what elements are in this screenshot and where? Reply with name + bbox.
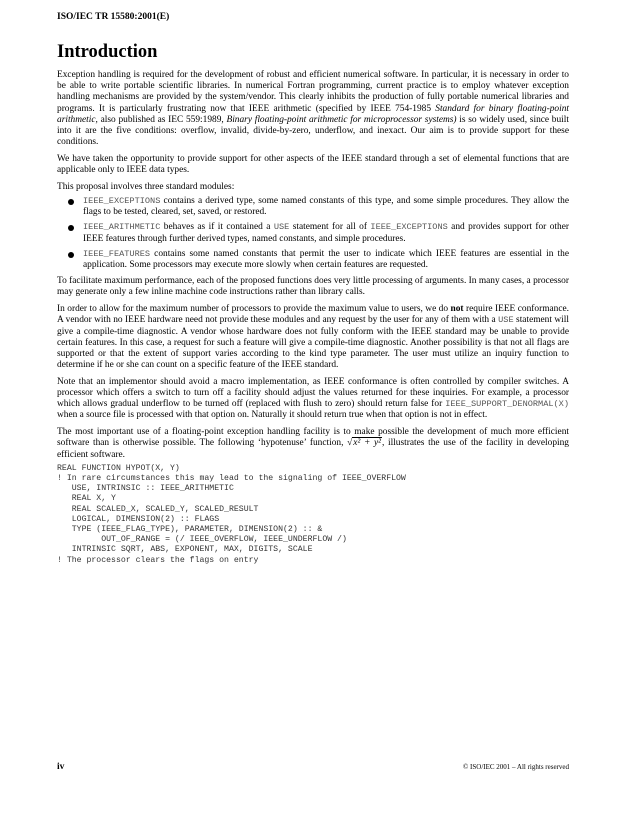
- p7-text-a: The most important use of a floating-point exception handling facility is to make possible the development of much more efficient software than is otherwise possible. The following ‘hypotenuse’ function,: [57, 427, 569, 449]
- code-line: LOGICAL, DIMENSION(2) :: FLAGS: [57, 514, 220, 524]
- p1-text-e: is so widely used, since built into it are the five conditions: overflow, invalid, divide-by-zero, underflow, and inexact. Our aim is to provide support for these conditions.: [57, 114, 569, 148]
- bullet-icon: [68, 252, 74, 258]
- code-line: OUT_OF_RANGE = (/ IEEE_OVERFLOW, IEEE_UNDERFLOW /): [57, 535, 347, 545]
- module-item-ieee-arithmetic: [57, 222, 569, 244]
- section-title: Introduction: [57, 42, 158, 62]
- code-line: TYPE (IEEE_FLAG_TYPE), PARAMETER, DIMENSION(2) :: &: [57, 525, 323, 535]
- p1-iec-title: Binary floating-point arithmetic for microprocessor systems): [226, 114, 457, 125]
- module-item-ieee-exceptions: [57, 196, 569, 218]
- paragraph-exception-handling: [57, 70, 569, 148]
- module-description-a: behaves as if it contained a: [160, 222, 274, 233]
- sqrt-formula: √x² + y²: [347, 438, 381, 449]
- p1-standard-title: Standard for binary floating-point arithmetic,: [57, 103, 569, 125]
- module-name: IEEE_FEATURES: [83, 248, 151, 259]
- p6-text-c: when a source file is processed with that option on. Naturally it should return true when that option is not in effect.: [57, 410, 488, 421]
- paragraph-hypotenuse: [57, 427, 569, 461]
- bullet-icon: [68, 199, 74, 205]
- use-keyword: USE: [498, 315, 514, 326]
- module-description: contains a derived type, some named constants of this type, and some simple procedures. They allow the flags to be tested, cleared, set, saved, or restored.: [83, 196, 569, 218]
- sqrt-radicand: x² + y²: [353, 438, 381, 449]
- paragraph-implementor-note: [57, 377, 569, 422]
- page-number: iv: [57, 762, 65, 772]
- paragraph-performance: To facilitate maximum performance, each of the proposed functions does very little processing of arguments. In many cases, a processor may generate only a few inline machine code instructions rather than library calls.: [57, 276, 569, 298]
- document-id: ISO/IEC TR 15580:2001(E): [57, 12, 170, 22]
- module-reference: IEEE_EXCEPTIONS: [370, 222, 448, 233]
- code-line: ! In rare circumstances this may lead to the signaling of IEEE_OVERFLOW: [57, 474, 406, 483]
- paragraph-conformance: [57, 304, 569, 371]
- p7-text-b: , illustrates the use of the facility in developing efficient software.: [57, 438, 569, 460]
- paragraph-opportunity: We have taken the opportunity to provide support for other aspects of the IEEE standard through a set of elemental functions that are applicable only to IEEE data types.: [57, 153, 569, 176]
- document-body: [57, 70, 569, 566]
- p1-text-a: Exception handling is required for the development of robust and efficient numerical software. In particular, it is necessary in order to be able to write portable scientific libraries. In numerical Fortran programming, current practice is to employ whatever exception handling mechanisms are provided by the system/vendor. This clearly inhibits the production of fully portable numerical libraries and programs. It is particularly frustrating now that IEEE arithmetic (specified by IEEE 754-1985: [57, 70, 569, 114]
- module-description-b: statement for all of: [289, 222, 371, 233]
- code-line: REAL SCALED_X, SCALED_Y, SCALED_RESULT: [57, 504, 259, 514]
- module-item-ieee-features: [57, 249, 569, 271]
- code-line: REAL X, Y: [57, 494, 116, 504]
- p5-text-a: In order to allow for the maximum number of processors to provide the maximum value to users, we do: [57, 304, 451, 315]
- copyright-notice: © ISO/IEC 2001 – All rights reserved: [462, 763, 569, 771]
- module-name: IEEE_EXCEPTIONS: [83, 196, 161, 207]
- use-keyword: USE: [273, 222, 290, 233]
- code-line: ! The processor clears the flags on entry: [57, 555, 259, 565]
- p5-emphasis-not: not: [450, 304, 464, 315]
- module-description-c: and provides support for other IEEE features through further derived types, named constants, and simple procedures.: [83, 222, 569, 244]
- code-line: INTRINSIC SQRT, ABS, EXPONENT, MAX, DIGITS, SCALE: [57, 545, 313, 555]
- p5-text-e: statement will give a compile-time diagnostic. A vendor whose hardware does not fully conform with the IEEE standard may be unable to provide certain features. In this case, a request for such a feature will give a compile-time diagnostic. Another possibility is that not all flags are supported or that the extent of support varies according to the kind type parameter. The user must utilize an inquiry function to determine if he or she can count on a specific feature of the IEEE standard.: [57, 315, 569, 371]
- support-denormal-function: IEEE_SUPPORT_DENORMAL(X): [445, 399, 569, 410]
- code-listing: [57, 464, 569, 566]
- code-line: USE, INTRINSIC :: IEEE_ARITHMETIC: [57, 484, 234, 494]
- module-description: contains some named constants that permit the user to indicate which IEEE features are essential in the application. Some processors may execute more slowly when certain features are requested.: [83, 248, 569, 271]
- p5-text-c: require IEEE conformance. A vendor with no IEEE hardware need not provide these modules and any request by the user for any of them with a: [57, 304, 570, 326]
- module-name: IEEE_ARITHMETIC: [83, 222, 161, 233]
- module-list: [57, 196, 569, 271]
- code-line: REAL FUNCTION HYPOT(X, Y): [57, 463, 180, 473]
- paragraph-proposal: This proposal involves three standard modules:: [57, 181, 235, 192]
- p1-text-c: also published as IEC 559:1989,: [97, 114, 227, 125]
- p6-text-a: Note that an implementor should avoid a macro implementation, as IEEE conformance is often controlled by compiler switches. A processor which offers a switch to turn off a facility should adjust the values returned for these inquiries. For example, a processor which allows gradual underflow to be turned off (replaced with flush to zero) should return false for: [57, 376, 569, 410]
- bullet-icon: [68, 225, 74, 231]
